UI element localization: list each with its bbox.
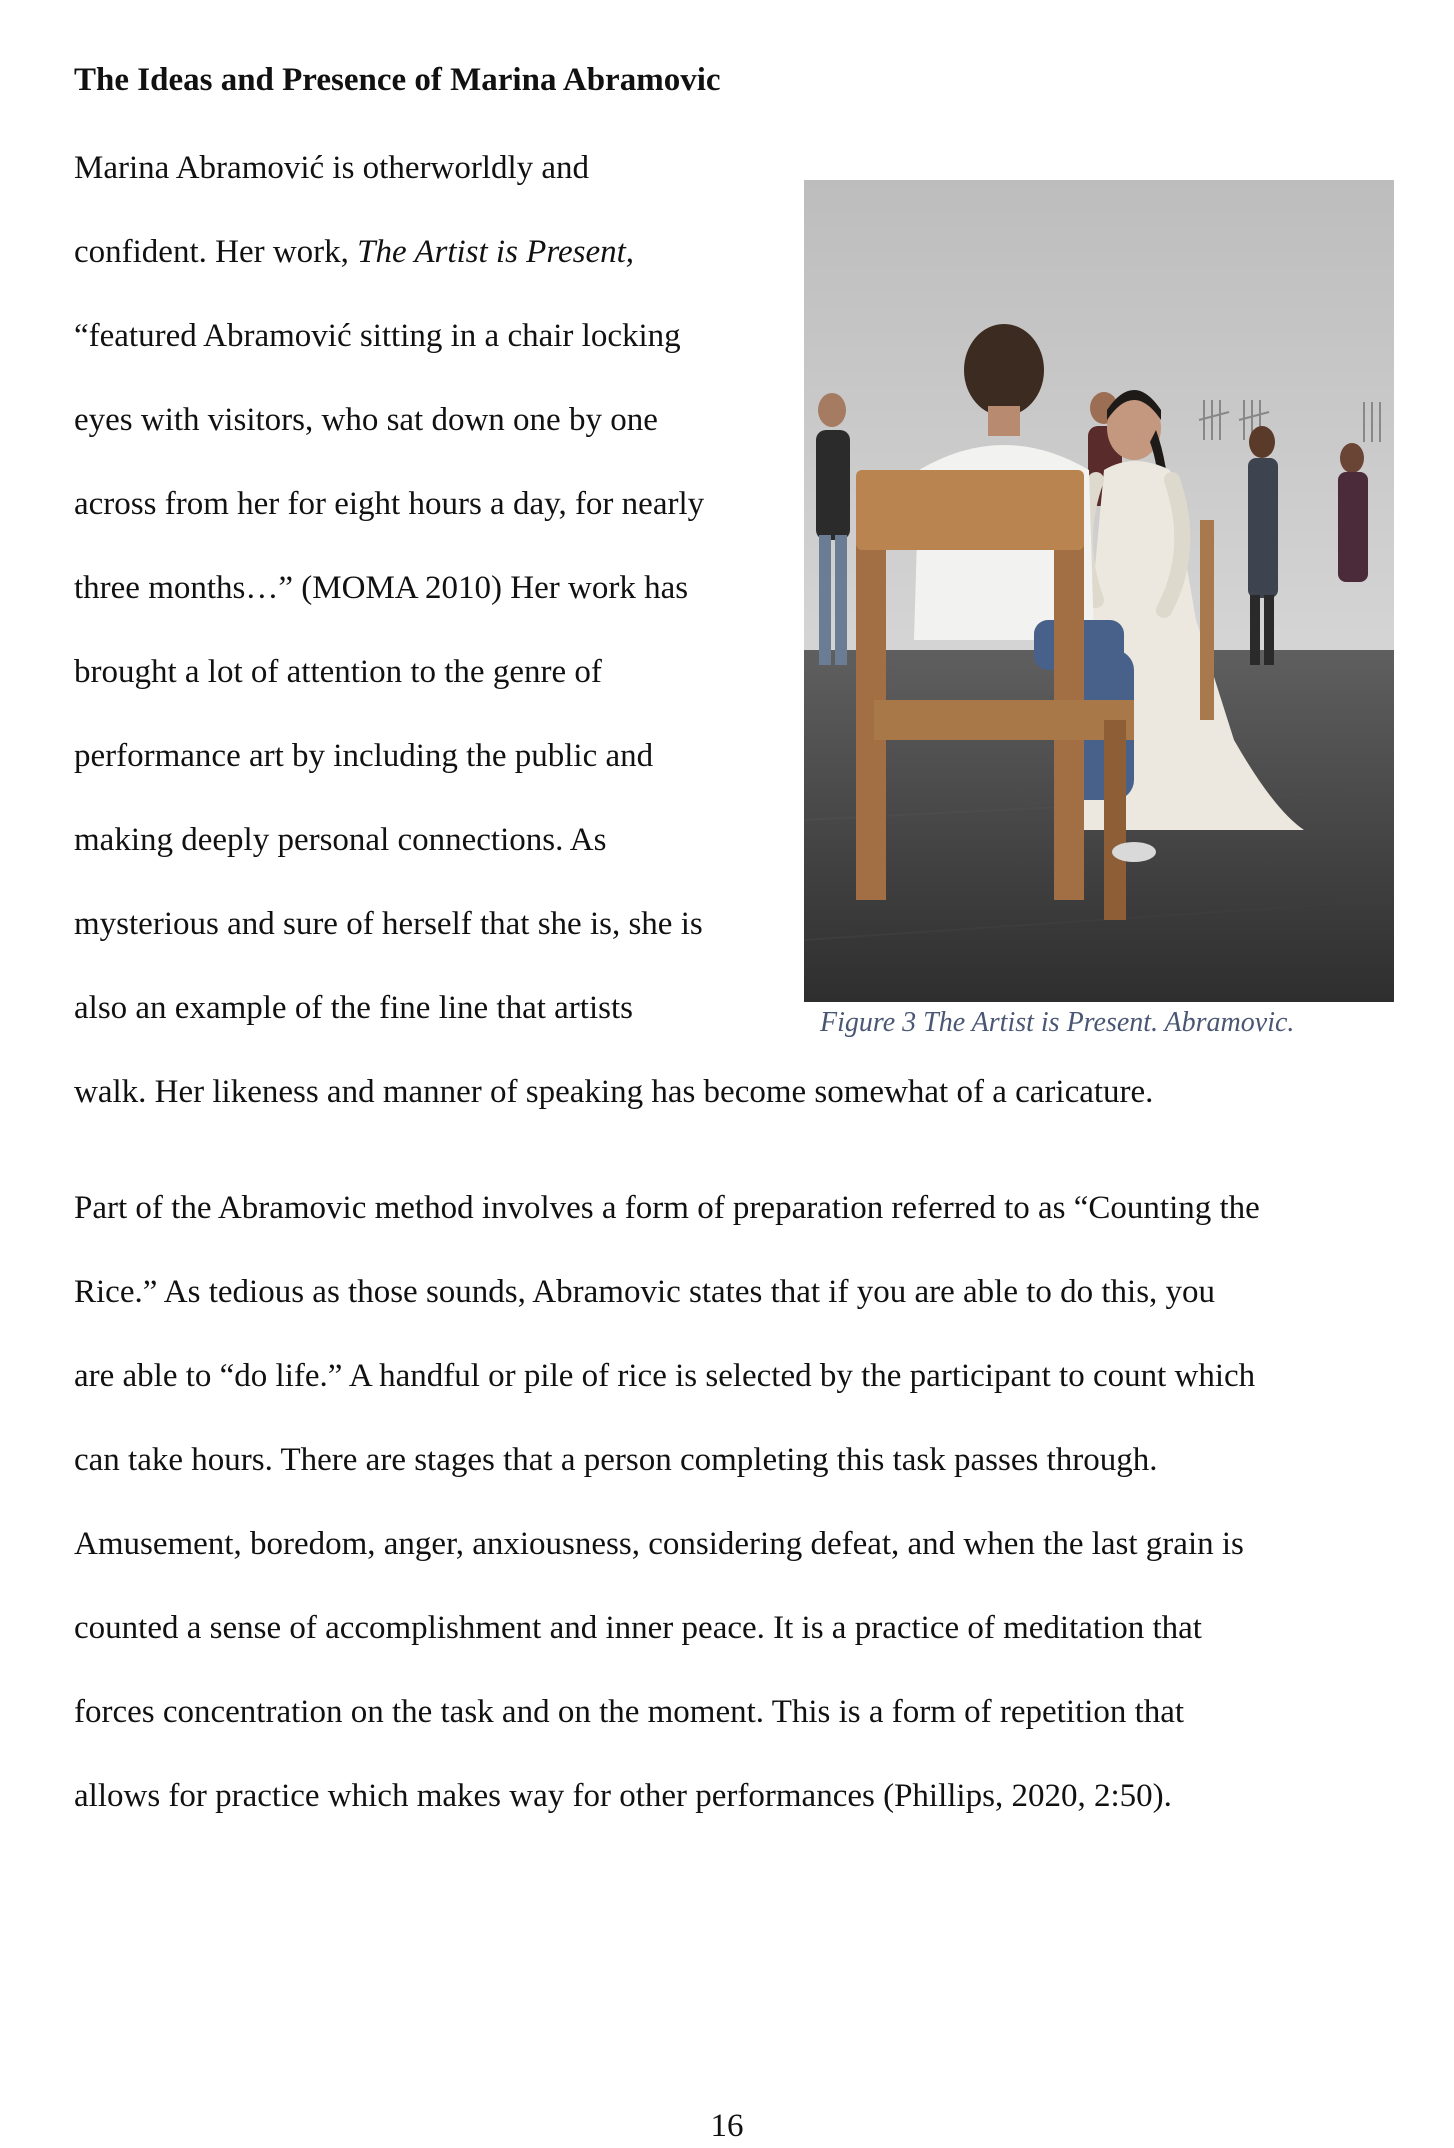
paragraph-1-line-2-text: confident. Her work,	[74, 234, 358, 270]
paragraph-2-line-3: are able to “do life.” A handful or pile of rice is selected by the participant to count which	[74, 1358, 1256, 1394]
paragraph-2-line-6: counted a sense of accomplishment and inner peace. It is a practice of meditation that	[74, 1610, 1202, 1646]
paragraph-1-line-9: making deeply personal connections. As	[74, 822, 607, 858]
paragraph-1-line-7: brought a lot of attention to the genre of	[74, 654, 602, 690]
figure-photo	[804, 180, 1394, 1002]
paragraph-2-line-4: can take hours. There are stages that a person completing this task passes through.	[74, 1442, 1158, 1478]
performance-photo-illustration	[804, 180, 1394, 1002]
paragraph-1-line-2	[74, 228, 634, 276]
page-number: 16	[710, 2108, 744, 2144]
paragraph-2-line-1: Part of the Abramovic method involves a form of preparation referred to as “Counting the	[74, 1190, 1260, 1226]
paragraph-2-line-7: forces concentration on the task and on the moment. This is a form of repetition that	[74, 1694, 1185, 1730]
paragraph-1-line-6: three months…” (MOMA 2010) Her work has	[74, 570, 689, 606]
paragraph-1-line-11: also an example of the fine line that artists	[74, 990, 633, 1026]
section-heading: The Ideas and Presence of Marina Abramovic	[74, 62, 721, 98]
paragraph-1-line-3: “featured Abramović sitting in a chair locking	[74, 318, 681, 354]
paragraph-2-line-2: Rice.” As tedious as those sounds, Abramovic states that if you are able to do this, you	[74, 1274, 1216, 1310]
paragraph-2-line-8: allows for practice which makes way for other performances (Phillips, 2020, 2:50).	[74, 1778, 1172, 1814]
paragraph-2-line-5: Amusement, boredom, anger, anxiousness, considering defeat, and when the last grain is	[74, 1526, 1244, 1562]
paragraph-1-line-4: eyes with visitors, who sat down one by one	[74, 402, 658, 438]
paragraph-1-line-8: performance art by including the public and	[74, 738, 654, 774]
paragraph-1-line-5: across from her for eight hours a day, for nearly	[74, 486, 705, 522]
figure-caption: Figure 3 The Artist is Present. Abramovic.	[820, 1007, 1295, 1038]
paragraph-1-line-12: walk. Her likeness and manner of speaking has become somewhat of a caricature.	[74, 1074, 1154, 1110]
paragraph-1-line-10: mysterious and sure of herself that she is, she is	[74, 906, 703, 942]
paragraph-1-line-1: Marina Abramović is otherworldly and	[74, 150, 590, 186]
artwork-title: The Artist is Present,	[357, 234, 635, 270]
